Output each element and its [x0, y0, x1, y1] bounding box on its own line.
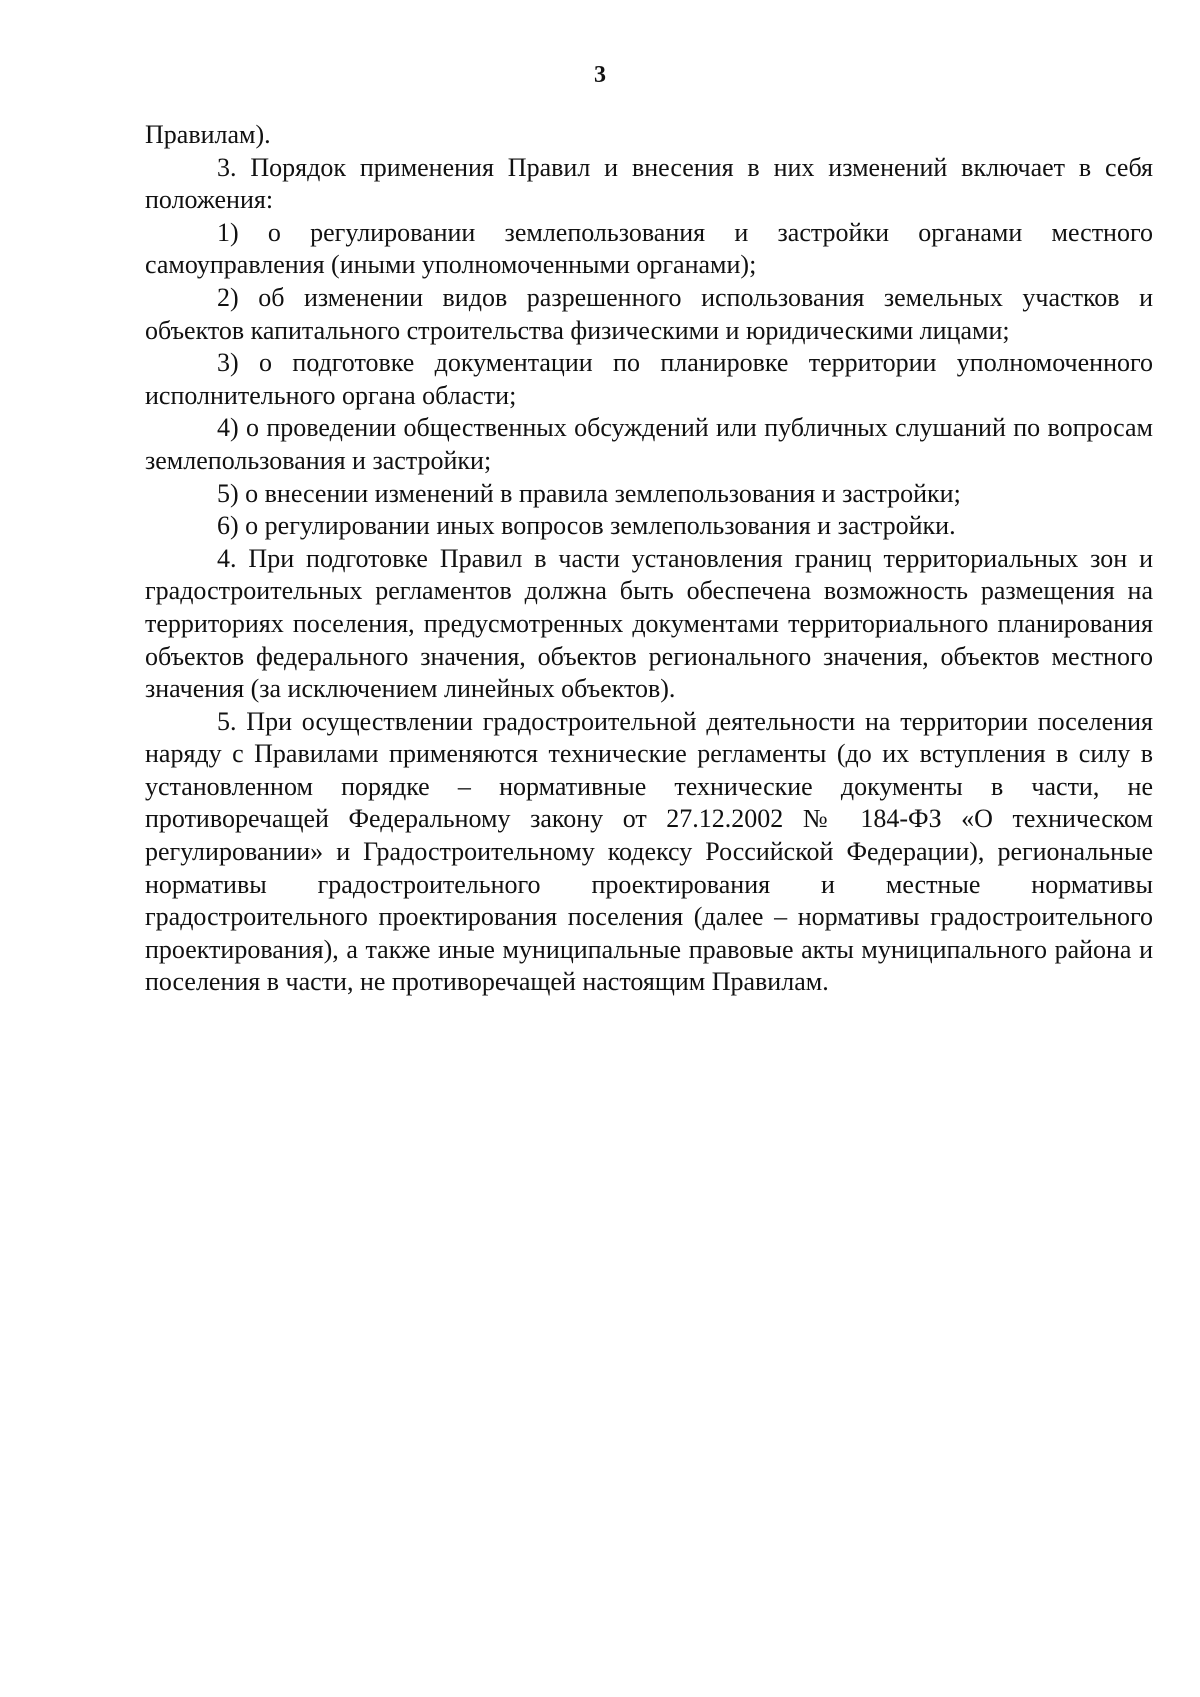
- subitem-6: 6) о регулировании иных вопросов землепользования и застройки.: [217, 511, 956, 541]
- paragraph-item-3: 3. Порядок применения Правил и внесения в них изменений включает в себя положения:: [145, 152, 1153, 215]
- paragraph-item-4: 4. При подготовке Правил в части установления границ территориальных зон и градостроительных регламентов должна быть обеспечена возможность размещения на территориях поселения, предусмотренных документами территориального планирования объектов федерального значения, объектов регионального значения, объектов местного значения (за исключением линейных объектов).: [145, 543, 1153, 704]
- subitem-3: 3) о подготовке документации по планировке территории уполномоченного исполнительного органа области;: [145, 348, 1153, 410]
- subitem-1: 1) о регулировании землепользования и застройки органами местного самоуправления (иными уполномоченными органами);: [145, 217, 1153, 280]
- page-number: 3: [594, 62, 606, 88]
- paragraph-item-5: 5. При осуществлении градостроительной деятельности на территории поселения наряду с Правилами применяются технические регламенты (до их вступления в силу в установленном порядке – нормативные технические документы в части, не противоречащей Федеральному закону от 27.12.2002 № 184-ФЗ «О техническом регулировании» и Градостроительному кодексу Российской Федерации), региональные нормативы градостроительного проектирования и местные нормативы градостроительного проектирования поселения (далее – нормативы градостроительного проектирования), а также иные муниципальные правовые акты муниципального района и поселения в части, не противоречащей настоящим Правилам.: [145, 706, 1153, 997]
- subitem-4: 4) о проведении общественных обсуждений или публичных слушаний по вопросам землепользования и застройки;: [145, 413, 1153, 475]
- document-body: [145, 119, 1153, 999]
- paragraph-continuation: Правилам).: [145, 120, 271, 149]
- subitem-2: 2) об изменении видов разрешенного использования земельных участков и объектов капитального строительства физическими и юридическими лицами;: [145, 282, 1153, 345]
- subitem-5: 5) о внесении изменений в правила землепользования и застройки;: [217, 478, 961, 508]
